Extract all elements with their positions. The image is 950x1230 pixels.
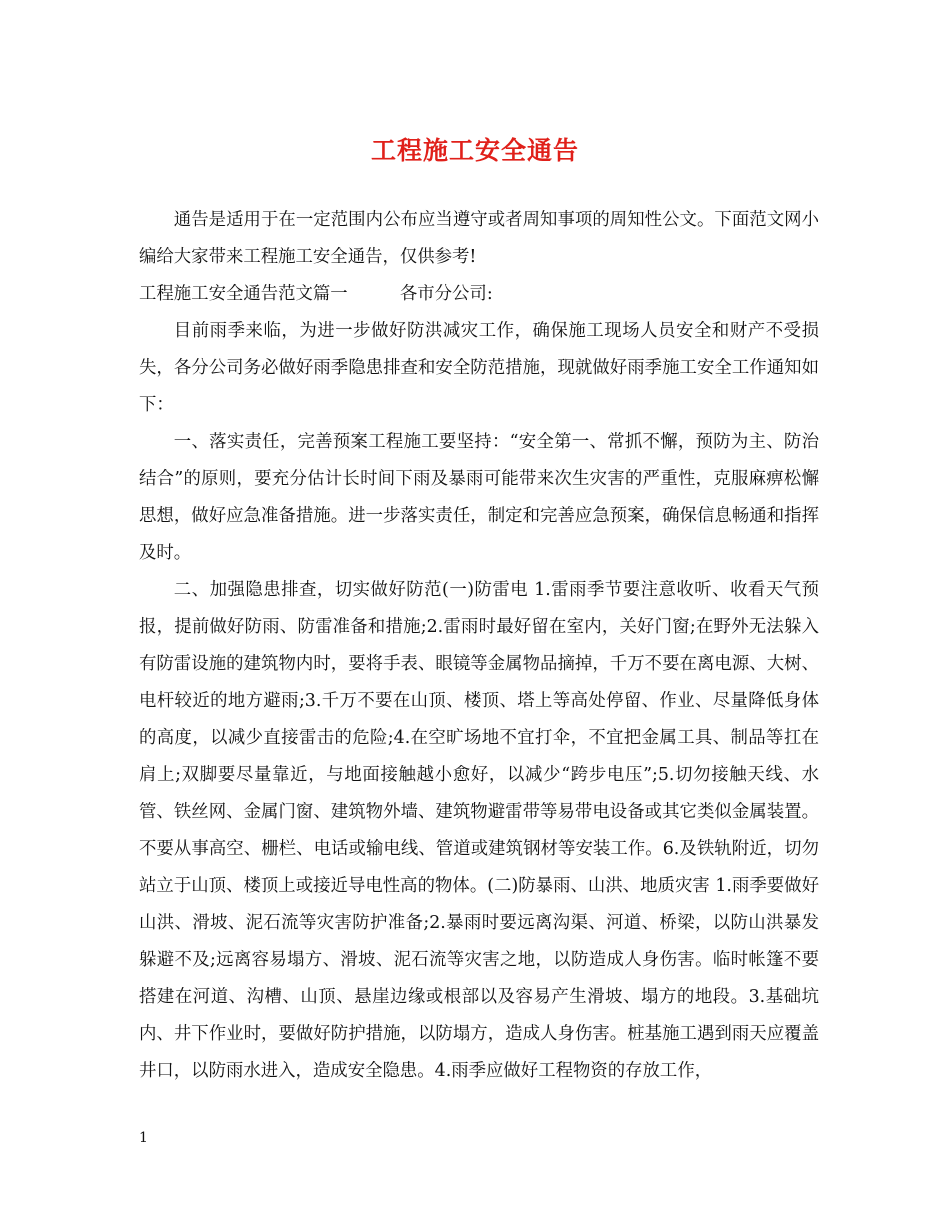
document-title: 工程施工安全通告 <box>370 136 579 165</box>
section-heading-line: 工程施工安全通告范文篇一 各市分公司: <box>139 284 493 304</box>
page-number: 1 <box>139 1130 148 1146</box>
paragraph-notice: 目前雨季来临，为进一步做好防洪减灾工作，确保施工现场人员安全和财产不受损失，各分公司务必做好雨季隐患排查和安全防范措施，现就做好雨季施工安全工作通知如下： <box>139 321 819 415</box>
paragraph-hazard-inspection: 二、加强隐患排查，切实做好防范(一)防雷电 1.雷雨季节要注意收听、收看天气预报，提前做好防雨、防雷准备和措施;2.雷雨时最好留在室内，关好门窗;在野外无法躲入有防雷设施的建筑物内时，要将手表、眼镜等金属物品摘掉，千万不要在离电源、大树、电杆较近的地方避雨;3.千万不要在山顶、楼顶、塔上等高处停留、作业、尽量降低身体的高度，以减少直接雷击的危险;4.在空旷场地不宜打伞，不宜把金属工具、制品等扛在肩上;双脚要尽量靠近，与地面接触越小愈好，以减少“跨步电压”;5.切勿接触天线、水管、铁丝网、金属门窗、建筑物外墙、建筑物避雷带等易带电设备或其它类似金属装置。不要从事高空、栅栏、电话或输电线、管道或建筑钢材等安装工作。6.及铁轨附近，切勿站立于山顶、楼顶上或接近导电性高的物体。(二)防暴雨、山洪、地质灾害 1.雨季要做好山洪、滑坡、泥石流等灾害防护准备;2.暴雨时要远离沟渠、河道、桥梁，以防山洪暴发躲避不及;远离容易塌方、滑坡、泥石流等灾害之地，以防造成人身伤害。临时帐篷不要搭建在河道、沟槽、山顶、悬崖边缘或根部以及容易产生滑坡、塌方的地段。3.基础坑内、井下作业时，要做好防护措施，以防塌方，造成人身伤害。桩基施工遇到雨天应覆盖井口，以防雨水进入，造成安全隐患。4.雨季应做好工程物资的存放工作， <box>139 580 819 1081</box>
document-body <box>139 202 819 1090</box>
intro-paragraph: 通告是适用于在一定范围内公布应当遵守或者周知事项的周知性公文。下面范文网小编给大家带来工程施工安全通告，仅供参考! <box>139 210 819 267</box>
paragraph-responsibility: 一、落实责任，完善预案工程施工要坚持：“安全第一、常抓不懈，预防为主、防治结合”的原则，要充分估计长时间下雨及暴雨可能带来次生灾害的严重性，克服麻痹松懈思想，做好应急准备措施。进一步落实责任，制定和完善应急预案，确保信息畅通和指挥及时。 <box>139 432 819 563</box>
